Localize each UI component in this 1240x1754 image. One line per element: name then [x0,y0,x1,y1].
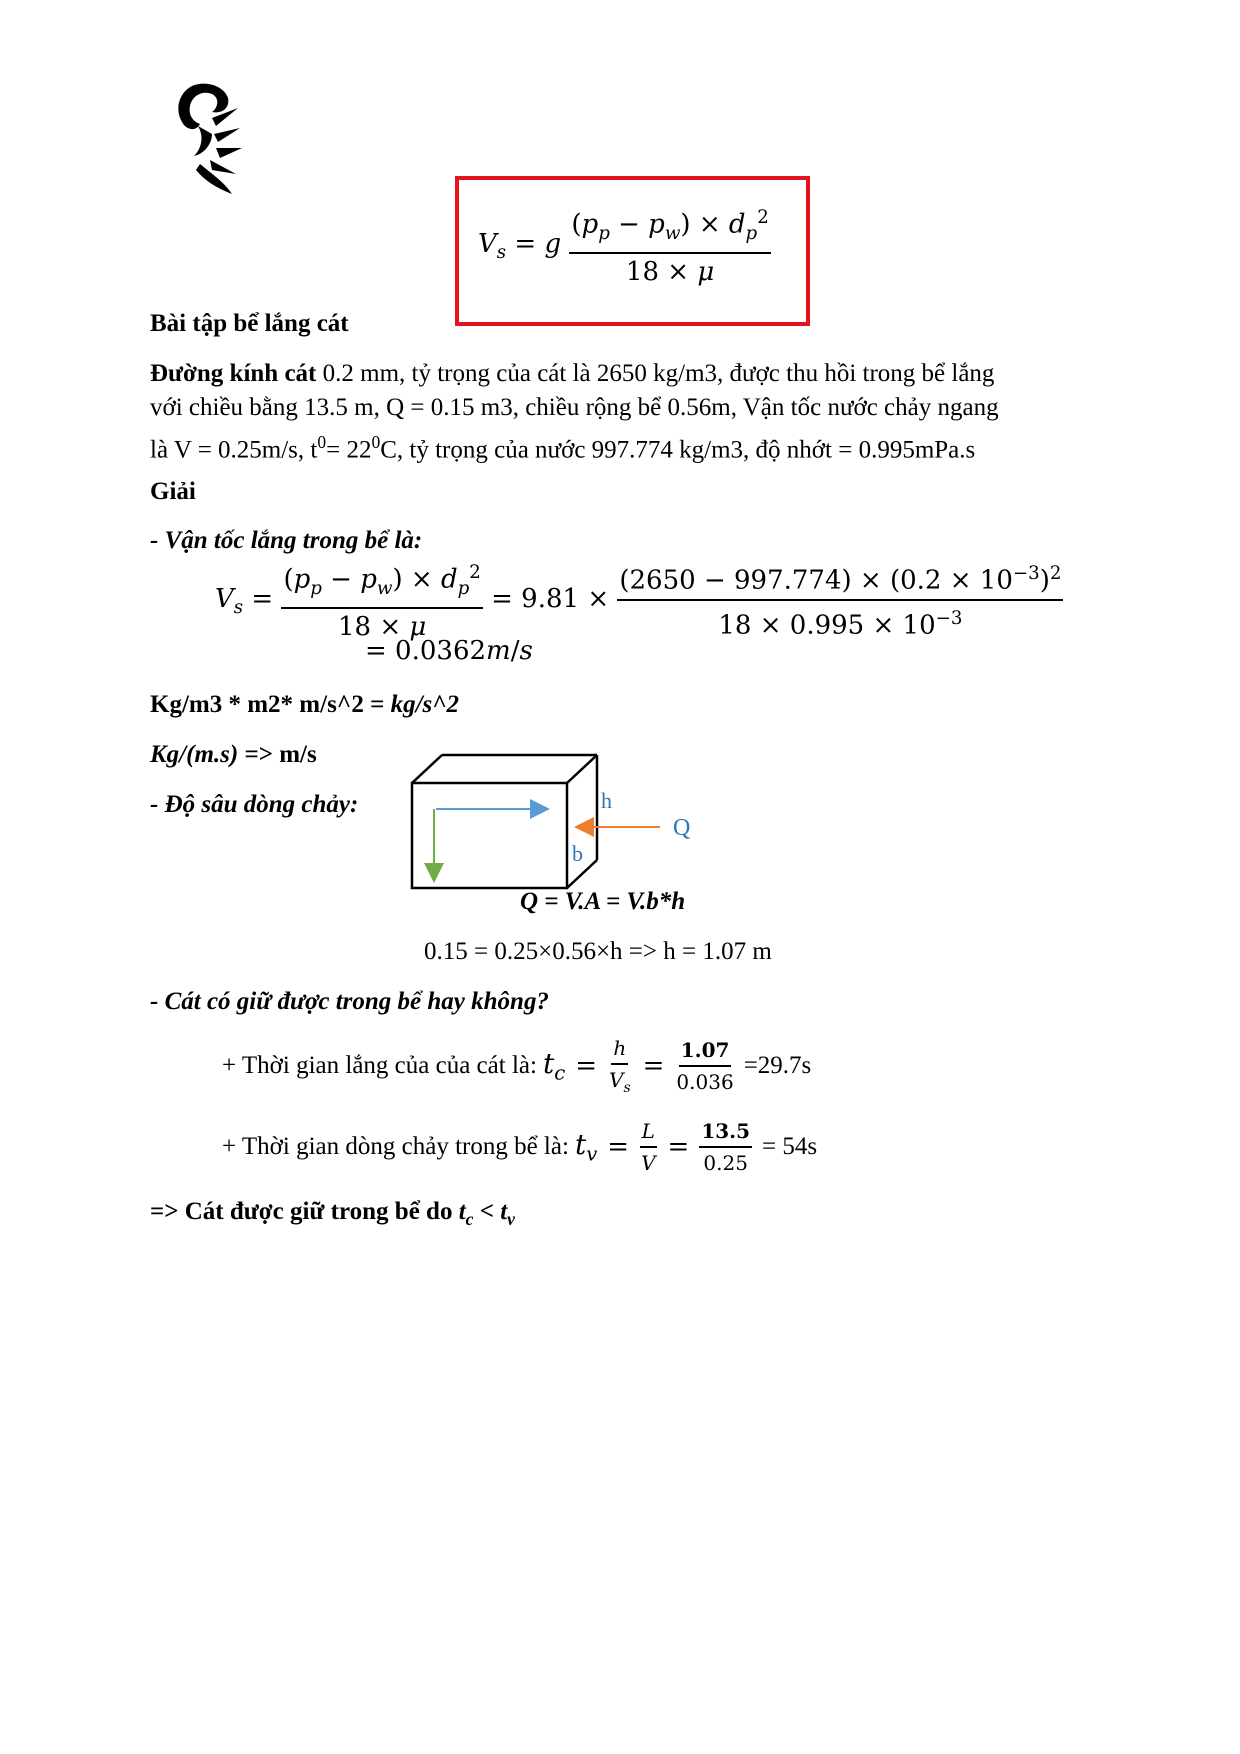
calc-denominator-2: $18 \times 0.995 \times 10^{-3}$ [718,607,963,641]
conclusion-sub-v: v [507,1209,515,1229]
settling-velocity-calc [215,558,1063,642]
formula-lhs-sub: s [496,242,507,264]
flow-f1-den: V [641,1151,656,1175]
label-b: b [572,841,583,866]
step1-heading: - Vận tốc lắng trong bể là: [150,527,423,554]
conclusion-sub-c: c [465,1209,474,1229]
flow-calc: 0.15 = 0.25×0.56×h => h = 1.07 m [424,938,772,965]
flow-t: t [574,1128,587,1162]
problem-sup-1: 0 [317,432,327,452]
problem-line-3a: là V = 0.25m/s, t [150,436,318,464]
formula-lhs: V [478,228,497,259]
formula-numerator: $(p_p - p_w) \times d_p^2$ [569,203,770,254]
tank-diagram [400,745,720,895]
logo-emblem [172,78,252,198]
calc-lhs-sub: s [233,597,244,619]
label-q: Q [673,815,691,841]
units-2-right: => m/s [238,741,317,768]
units-1-left: Kg/m3 * m2* m/s^2 = [150,691,391,718]
step2-heading: - Độ sâu dòng chảy: [150,791,359,818]
flow-time-label: + Thời gian dòng chảy trong bể là: [222,1133,569,1160]
conclusion-t2: t [500,1198,508,1225]
calc-numerator-1: $(p_p - p_w) \times d_p^2$ [281,558,482,609]
problem-line-3c: C, tỷ trọng của nước 997.774 kg/m3, độ nhớt = 0.995mPa.s [380,436,976,464]
calc-result: = 0.0362m/s [365,636,533,666]
units-2-left: Kg/(m.s) [150,741,239,768]
settle-f1-num: h [613,1036,627,1060]
conclusion-text: => Cát được giữ trong bể do [150,1198,459,1225]
stokes-formula: $V_s = g$ $\frac{(p_p - p_w) \times d_p^2}{18 \times \mu}$ [478,203,771,287]
settle-time-line: + Thời gian lắng của của cát là: $t_c$ = $\frac{h}{V_s}$ = $\frac{1.07}{0.036}$ =29.7s [222,1036,812,1096]
problem-line-2: với chiều bằng 13.5 m, Q = 0.15 m3, chiều rộng bể 0.56m, Vận tốc nước chảy ngang [150,394,999,421]
calc-multiplier: = 9.81 × [491,583,610,614]
settle-t: t [542,1047,555,1081]
units-line-1 [150,688,459,722]
problem-lead: Đường kính cát [150,360,317,387]
tank-box [412,755,597,888]
problem-line-1: 0.2 mm, tỷ trọng của cát là 2650 kg/m3, được thu hồi trong bể lắng [316,360,995,387]
problem-statement [150,357,1085,467]
flow-f1-num: L [641,1119,655,1143]
problem-line-3b: = 22 [326,436,372,464]
flow-t-sub: v [586,1142,598,1166]
flow-f2-den: 0.25 [703,1151,748,1175]
units-line-2 [150,738,317,772]
settle-f2-den: 0.036 [676,1070,734,1094]
conclusion [150,1195,515,1236]
settle-f2-num: 1.07 [679,1038,732,1067]
flow-time-result: = 54s [762,1133,818,1160]
problem-sup-2: 0 [371,432,381,452]
units-1-right: kg/s^2 [390,691,459,718]
calc-lhs: V [215,583,234,614]
calc-numerator-2: $(2650 - 997.774) \times (0.2 \times 10^{-3})^2$ [617,559,1063,601]
exercise-title: Bài tập bể lắng cát [150,310,349,337]
calc-eq: = [251,583,274,614]
calc-denominator-1: 18 × μ [337,611,427,642]
flow-formula: Q = V.A = V.b*h [520,888,686,915]
settle-time-result: =29.7s [743,1052,812,1079]
label-h: h [601,788,612,813]
settle-time-label: + Thời gian lắng của của cát là: [222,1052,537,1079]
conclusion-lt: < [473,1198,501,1225]
settle-t-sub: c [554,1061,566,1085]
flow-f2-num: 13.5 [699,1119,752,1148]
solution-heading: Giải [150,478,196,505]
formula-denominator: 18 × μ [625,256,715,287]
formula-g: g [544,228,562,259]
flow-time-line: + Thời gian dòng chảy trong bể là: $t_v$ = $\frac{L}{V}$ = $\frac{13.5}{0.25}$ = 54s [222,1119,818,1175]
step3-heading: - Cát có giữ được trong bể hay không? [150,988,549,1015]
conclusion-t1: t [458,1198,466,1225]
